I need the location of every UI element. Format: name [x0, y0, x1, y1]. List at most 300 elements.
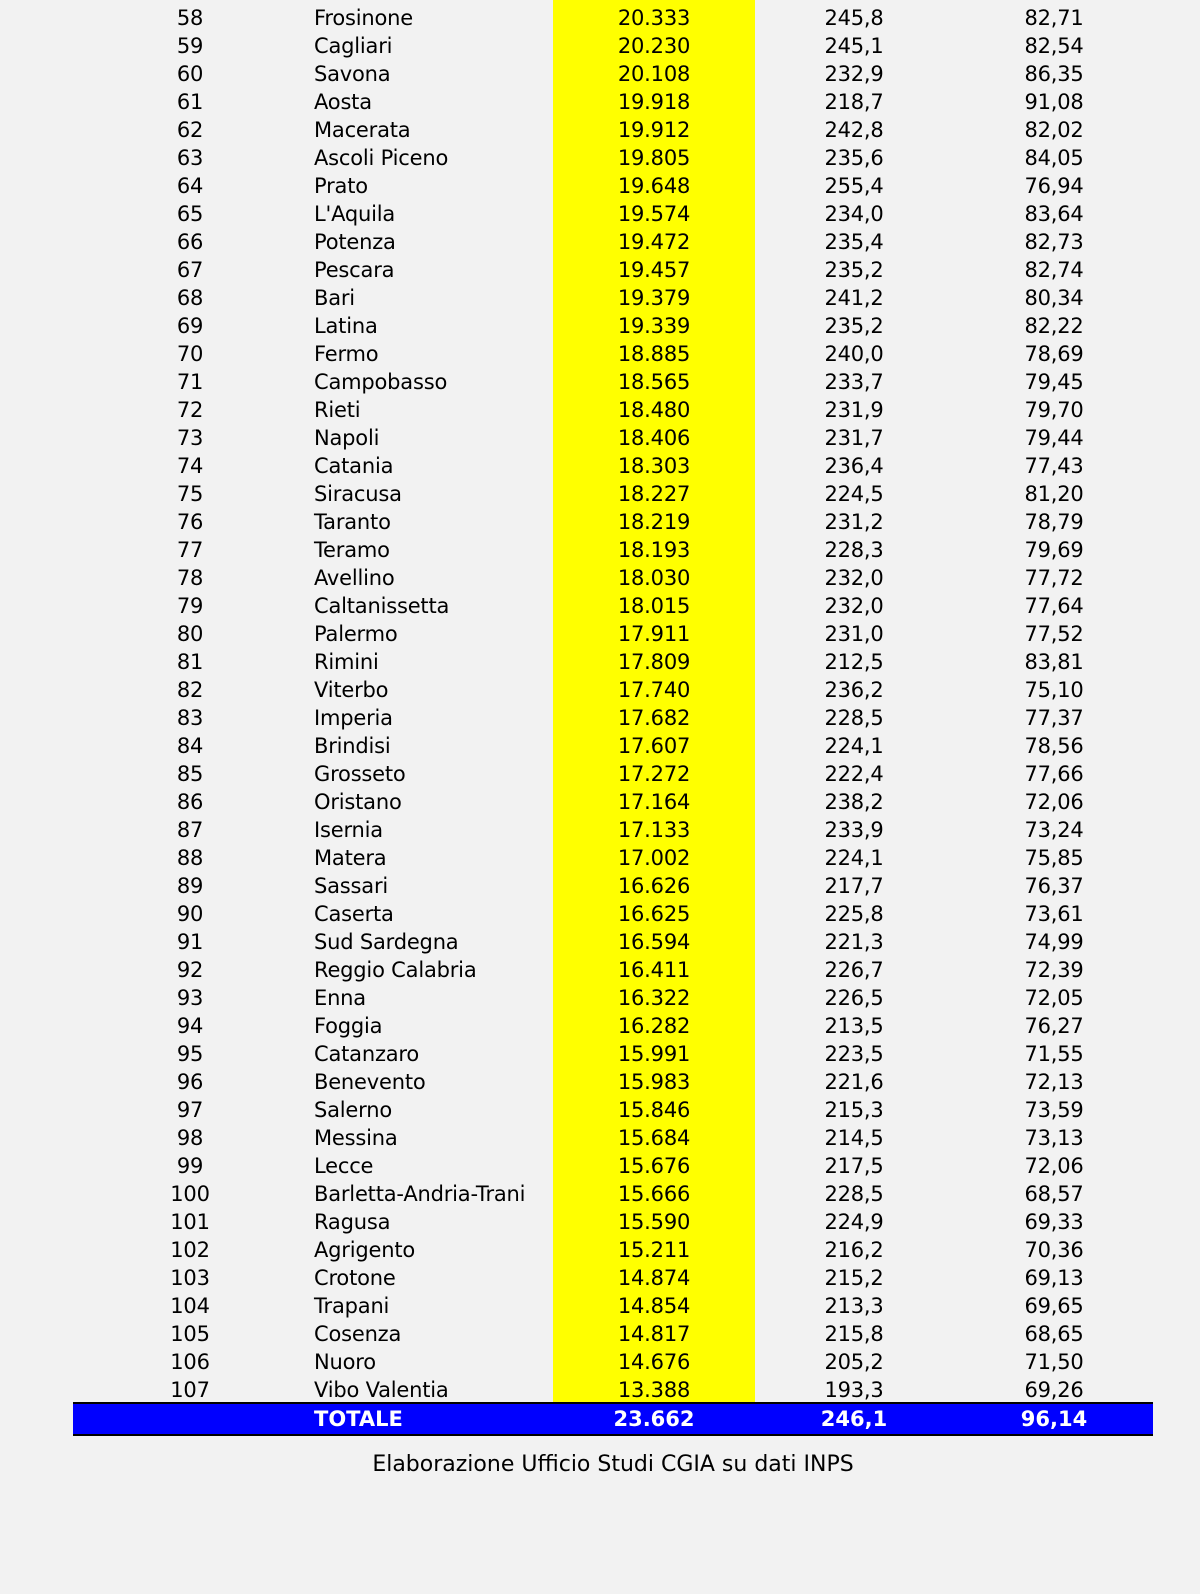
- table-row: [0, 144, 1200, 172]
- province-cell: Sud Sardegna: [314, 930, 459, 954]
- table-row: [0, 1180, 1200, 1208]
- province-cell: Aosta: [314, 90, 372, 114]
- pct-cell: 223,5: [824, 1042, 884, 1066]
- pct-cell: 245,1: [824, 34, 884, 58]
- table-row: [0, 60, 1200, 88]
- value-cell: 19.648: [617, 174, 691, 198]
- index-cell: 82,02: [1024, 118, 1084, 142]
- value-cell: 18.015: [617, 594, 691, 618]
- rank-cell: 65: [176, 202, 204, 226]
- pct-cell: 212,5: [824, 650, 884, 674]
- rank-cell: 87: [176, 818, 204, 842]
- value-cell: 18.406: [617, 426, 691, 450]
- rank-cell: 60: [176, 62, 204, 86]
- table-row: [0, 676, 1200, 704]
- table-row: [0, 984, 1200, 1012]
- value-cell: 13.388: [617, 1378, 691, 1402]
- index-cell: 82,71: [1024, 6, 1084, 30]
- province-cell: Trapani: [314, 1294, 390, 1318]
- value-cell: 15.846: [617, 1098, 691, 1122]
- index-cell: 73,59: [1024, 1098, 1084, 1122]
- table-row: [0, 956, 1200, 984]
- province-cell: Catanzaro: [314, 1042, 420, 1066]
- table-row: [0, 32, 1200, 60]
- table-row: [0, 1040, 1200, 1068]
- province-cell: Potenza: [314, 230, 396, 254]
- index-cell: 72,39: [1024, 958, 1084, 982]
- pct-cell: 240,0: [824, 342, 884, 366]
- index-cell: 76,94: [1024, 174, 1084, 198]
- province-cell: Sassari: [314, 874, 389, 898]
- province-cell: Brindisi: [314, 734, 391, 758]
- table-row: [0, 452, 1200, 480]
- province-cell: Isernia: [314, 818, 383, 842]
- rank-cell: 96: [176, 1070, 204, 1094]
- index-cell: 77,52: [1024, 622, 1084, 646]
- pct-cell: 245,8: [824, 6, 884, 30]
- value-cell: 17.133: [617, 818, 691, 842]
- value-cell: 17.740: [617, 678, 691, 702]
- value-cell: 18.303: [617, 454, 691, 478]
- province-cell: Cagliari: [314, 34, 393, 58]
- total-index: 96,14: [1020, 1407, 1088, 1431]
- table-row: [0, 648, 1200, 676]
- pct-cell: 241,2: [824, 286, 884, 310]
- table-row: [0, 340, 1200, 368]
- rank-cell: 64: [176, 174, 204, 198]
- pct-cell: 215,3: [824, 1098, 884, 1122]
- index-cell: 73,61: [1024, 902, 1084, 926]
- table-row: [0, 704, 1200, 732]
- rank-cell: 78: [176, 566, 204, 590]
- pct-cell: 228,3: [824, 538, 884, 562]
- rank-cell: 77: [176, 538, 204, 562]
- province-cell: Grosseto: [314, 762, 406, 786]
- rank-cell: 70: [176, 342, 204, 366]
- province-cell: Cosenza: [314, 1322, 402, 1346]
- table-row: [0, 536, 1200, 564]
- province-cell: Oristano: [314, 790, 402, 814]
- index-cell: 75,85: [1024, 846, 1084, 870]
- rank-cell: 95: [176, 1042, 204, 1066]
- table-row: [0, 312, 1200, 340]
- province-cell: Lecce: [314, 1154, 374, 1178]
- table-row: [0, 732, 1200, 760]
- ranking-table: [0, 4, 1200, 1404]
- value-cell: 17.911: [617, 622, 691, 646]
- pct-cell: 232,0: [824, 594, 884, 618]
- pct-cell: 215,8: [824, 1322, 884, 1346]
- rank-cell: 97: [176, 1098, 204, 1122]
- table-row: [0, 1348, 1200, 1376]
- rank-cell: 89: [176, 874, 204, 898]
- table-row: [0, 88, 1200, 116]
- index-cell: 76,27: [1024, 1014, 1084, 1038]
- province-cell: Prato: [314, 174, 368, 198]
- table-row: [0, 368, 1200, 396]
- rank-cell: 98: [176, 1126, 204, 1150]
- province-cell: Nuoro: [314, 1350, 376, 1374]
- pct-cell: 193,3: [824, 1378, 884, 1402]
- value-cell: 15.666: [617, 1182, 691, 1206]
- value-cell: 14.854: [617, 1294, 691, 1318]
- index-cell: 78,79: [1024, 510, 1084, 534]
- pct-cell: 226,7: [824, 958, 884, 982]
- index-cell: 69,13: [1024, 1266, 1084, 1290]
- value-cell: 18.480: [617, 398, 691, 422]
- index-cell: 72,05: [1024, 986, 1084, 1010]
- rank-cell: 61: [176, 90, 204, 114]
- value-cell: 14.817: [617, 1322, 691, 1346]
- pct-cell: 225,8: [824, 902, 884, 926]
- pct-cell: 255,4: [824, 174, 884, 198]
- pct-cell: 213,5: [824, 1014, 884, 1038]
- index-cell: 70,36: [1024, 1238, 1084, 1262]
- value-cell: 15.590: [617, 1210, 691, 1234]
- table-row: [0, 228, 1200, 256]
- rank-cell: 71: [176, 370, 204, 394]
- value-cell: 18.219: [617, 510, 691, 534]
- total-pct: 246,1: [820, 1407, 888, 1431]
- index-cell: 69,33: [1024, 1210, 1084, 1234]
- province-cell: Benevento: [314, 1070, 426, 1094]
- rank-cell: 100: [170, 1182, 210, 1206]
- rank-cell: 79: [176, 594, 204, 618]
- value-cell: 18.565: [617, 370, 691, 394]
- pct-cell: 214,5: [824, 1126, 884, 1150]
- pct-cell: 221,3: [824, 930, 884, 954]
- rank-cell: 67: [176, 258, 204, 282]
- index-cell: 74,99: [1024, 930, 1084, 954]
- rank-cell: 105: [170, 1322, 210, 1346]
- table-row: [0, 1096, 1200, 1124]
- pct-cell: 228,5: [824, 706, 884, 730]
- value-cell: 17.164: [617, 790, 691, 814]
- province-cell: Barletta-Andria-Trani: [314, 1182, 526, 1206]
- rank-cell: 86: [176, 790, 204, 814]
- pct-cell: 228,5: [824, 1182, 884, 1206]
- province-cell: Taranto: [314, 510, 391, 534]
- value-cell: 19.379: [617, 286, 691, 310]
- pct-cell: 232,0: [824, 566, 884, 590]
- index-cell: 72,06: [1024, 790, 1084, 814]
- pct-cell: 226,5: [824, 986, 884, 1010]
- table-row: [0, 760, 1200, 788]
- table-row: [0, 620, 1200, 648]
- province-cell: Reggio Calabria: [314, 958, 477, 982]
- province-cell: Messina: [314, 1126, 398, 1150]
- table-row: [0, 396, 1200, 424]
- rank-cell: 82: [176, 678, 204, 702]
- value-cell: 14.676: [617, 1350, 691, 1374]
- total-row: [73, 1402, 1153, 1436]
- rank-cell: 83: [176, 706, 204, 730]
- province-cell: Ragusa: [314, 1210, 391, 1234]
- province-cell: L'Aquila: [314, 202, 396, 226]
- index-cell: 73,13: [1024, 1126, 1084, 1150]
- table-row: [0, 508, 1200, 536]
- rank-cell: 90: [176, 902, 204, 926]
- rank-cell: 80: [176, 622, 204, 646]
- index-cell: 79,70: [1024, 398, 1084, 422]
- province-cell: Fermo: [314, 342, 379, 366]
- rank-cell: 74: [176, 454, 204, 478]
- total-value: 23.662: [613, 1407, 695, 1431]
- value-cell: 15.211: [617, 1238, 691, 1262]
- table-row: [0, 872, 1200, 900]
- pct-cell: 231,7: [824, 426, 884, 450]
- value-cell: 16.626: [617, 874, 691, 898]
- index-cell: 71,55: [1024, 1042, 1084, 1066]
- province-cell: Enna: [314, 986, 366, 1010]
- index-cell: 76,37: [1024, 874, 1084, 898]
- index-cell: 81,20: [1024, 482, 1084, 506]
- rank-cell: 66: [176, 230, 204, 254]
- index-cell: 72,06: [1024, 1154, 1084, 1178]
- rank-cell: 85: [176, 762, 204, 786]
- table-row: [0, 844, 1200, 872]
- rank-cell: 73: [176, 426, 204, 450]
- table-row: [0, 592, 1200, 620]
- rank-cell: 59: [176, 34, 204, 58]
- index-cell: 71,50: [1024, 1350, 1084, 1374]
- value-cell: 17.002: [617, 846, 691, 870]
- index-cell: 82,54: [1024, 34, 1084, 58]
- index-cell: 69,65: [1024, 1294, 1084, 1318]
- province-cell: Vibo Valentia: [314, 1378, 449, 1402]
- pct-cell: 235,2: [824, 258, 884, 282]
- value-cell: 19.457: [617, 258, 691, 282]
- index-cell: 77,43: [1024, 454, 1084, 478]
- value-cell: 17.809: [617, 650, 691, 674]
- index-cell: 84,05: [1024, 146, 1084, 170]
- value-cell: 16.411: [617, 958, 691, 982]
- table-row: [0, 788, 1200, 816]
- value-cell: 17.272: [617, 762, 691, 786]
- province-cell: Ascoli Piceno: [314, 146, 449, 170]
- table-row: [0, 480, 1200, 508]
- province-cell: Avellino: [314, 566, 395, 590]
- table-row: [0, 172, 1200, 200]
- table-row: [0, 1208, 1200, 1236]
- value-cell: 15.983: [617, 1070, 691, 1094]
- rank-cell: 107: [170, 1378, 210, 1402]
- rank-cell: 63: [176, 146, 204, 170]
- pct-cell: 216,2: [824, 1238, 884, 1262]
- table-row: [0, 900, 1200, 928]
- value-cell: 19.918: [617, 90, 691, 114]
- index-cell: 82,74: [1024, 258, 1084, 282]
- pct-cell: 235,6: [824, 146, 884, 170]
- table-row: [0, 1376, 1200, 1404]
- pct-cell: 235,2: [824, 314, 884, 338]
- index-cell: 77,66: [1024, 762, 1084, 786]
- rank-cell: 99: [176, 1154, 204, 1178]
- value-cell: 16.322: [617, 986, 691, 1010]
- index-cell: 72,13: [1024, 1070, 1084, 1094]
- province-cell: Salerno: [314, 1098, 392, 1122]
- table-row: [0, 564, 1200, 592]
- pct-cell: 215,2: [824, 1266, 884, 1290]
- pct-cell: 224,9: [824, 1210, 884, 1234]
- index-cell: 79,45: [1024, 370, 1084, 394]
- province-cell: Napoli: [314, 426, 380, 450]
- index-cell: 77,72: [1024, 566, 1084, 590]
- table-row: [0, 1012, 1200, 1040]
- pct-cell: 236,4: [824, 454, 884, 478]
- value-cell: 14.874: [617, 1266, 691, 1290]
- value-cell: 20.230: [617, 34, 691, 58]
- province-cell: Viterbo: [314, 678, 389, 702]
- rank-cell: 76: [176, 510, 204, 534]
- table-row: [0, 928, 1200, 956]
- pct-cell: 222,4: [824, 762, 884, 786]
- value-cell: 18.030: [617, 566, 691, 590]
- rank-cell: 72: [176, 398, 204, 422]
- province-cell: Bari: [314, 286, 355, 310]
- table-row: [0, 256, 1200, 284]
- pct-cell: 238,2: [824, 790, 884, 814]
- province-cell: Frosinone: [314, 6, 413, 30]
- pct-cell: 217,7: [824, 874, 884, 898]
- province-cell: Rimini: [314, 650, 379, 674]
- pct-cell: 234,0: [824, 202, 884, 226]
- rank-cell: 101: [170, 1210, 210, 1234]
- index-cell: 80,34: [1024, 286, 1084, 310]
- index-cell: 77,64: [1024, 594, 1084, 618]
- rank-cell: 62: [176, 118, 204, 142]
- rank-cell: 102: [170, 1238, 210, 1262]
- index-cell: 91,08: [1024, 90, 1084, 114]
- table-row: [0, 200, 1200, 228]
- index-cell: 82,22: [1024, 314, 1084, 338]
- table-row: [0, 284, 1200, 312]
- pct-cell: 232,9: [824, 62, 884, 86]
- index-cell: 78,69: [1024, 342, 1084, 366]
- pct-cell: 231,0: [824, 622, 884, 646]
- province-cell: Pescara: [314, 258, 395, 282]
- table-row: [0, 1124, 1200, 1152]
- rank-cell: 93: [176, 986, 204, 1010]
- province-cell: Agrigento: [314, 1238, 416, 1262]
- rank-cell: 104: [170, 1294, 210, 1318]
- province-cell: Campobasso: [314, 370, 448, 394]
- table-row: [0, 1292, 1200, 1320]
- province-cell: Rieti: [314, 398, 361, 422]
- table-row: [0, 1068, 1200, 1096]
- rank-cell: 68: [176, 286, 204, 310]
- value-cell: 18.193: [617, 538, 691, 562]
- index-cell: 78,56: [1024, 734, 1084, 758]
- index-cell: 86,35: [1024, 62, 1084, 86]
- value-cell: 16.282: [617, 1014, 691, 1038]
- index-cell: 68,65: [1024, 1322, 1084, 1346]
- province-cell: Siracusa: [314, 482, 402, 506]
- rank-cell: 58: [176, 6, 204, 30]
- pct-cell: 221,6: [824, 1070, 884, 1094]
- province-cell: Matera: [314, 846, 387, 870]
- index-cell: 73,24: [1024, 818, 1084, 842]
- province-cell: Caserta: [314, 902, 394, 926]
- index-cell: 75,10: [1024, 678, 1084, 702]
- province-cell: Latina: [314, 314, 378, 338]
- pct-cell: 231,2: [824, 510, 884, 534]
- pct-cell: 236,2: [824, 678, 884, 702]
- value-cell: 19.912: [617, 118, 691, 142]
- table-row: [0, 1152, 1200, 1180]
- pct-cell: 235,4: [824, 230, 884, 254]
- index-cell: 83,81: [1024, 650, 1084, 674]
- value-cell: 17.682: [617, 706, 691, 730]
- table-row: [0, 816, 1200, 844]
- rank-cell: 75: [176, 482, 204, 506]
- rank-cell: 81: [176, 650, 204, 674]
- province-cell: Macerata: [314, 118, 411, 142]
- table-row: [0, 116, 1200, 144]
- rank-cell: 103: [170, 1266, 210, 1290]
- value-cell: 19.339: [617, 314, 691, 338]
- value-cell: 20.108: [617, 62, 691, 86]
- pct-cell: 218,7: [824, 90, 884, 114]
- table-row: [0, 1264, 1200, 1292]
- index-cell: 82,73: [1024, 230, 1084, 254]
- province-cell: Teramo: [314, 538, 390, 562]
- pct-cell: 205,2: [824, 1350, 884, 1374]
- value-cell: 19.472: [617, 230, 691, 254]
- value-cell: 15.676: [617, 1154, 691, 1178]
- pct-cell: 224,5: [824, 482, 884, 506]
- table-row: [0, 424, 1200, 452]
- province-cell: Catania: [314, 454, 394, 478]
- rank-cell: 91: [176, 930, 204, 954]
- value-cell: 15.991: [617, 1042, 691, 1066]
- pct-cell: 233,7: [824, 370, 884, 394]
- value-cell: 15.684: [617, 1126, 691, 1150]
- pct-cell: 224,1: [824, 734, 884, 758]
- value-cell: 18.885: [617, 342, 691, 366]
- pct-cell: 213,3: [824, 1294, 884, 1318]
- province-cell: Imperia: [314, 706, 393, 730]
- source-note: Elaborazione Ufficio Studi CGIA su dati INPS: [372, 1452, 854, 1477]
- value-cell: 16.594: [617, 930, 691, 954]
- rank-cell: 84: [176, 734, 204, 758]
- index-cell: 79,44: [1024, 426, 1084, 450]
- value-cell: 19.574: [617, 202, 691, 226]
- rank-cell: 92: [176, 958, 204, 982]
- table-row: [0, 4, 1200, 32]
- pct-cell: 224,1: [824, 846, 884, 870]
- province-cell: Caltanissetta: [314, 594, 450, 618]
- index-cell: 83,64: [1024, 202, 1084, 226]
- table-row: [0, 1236, 1200, 1264]
- rank-cell: 88: [176, 846, 204, 870]
- province-cell: Foggia: [314, 1014, 383, 1038]
- value-cell: 20.333: [617, 6, 691, 30]
- value-cell: 17.607: [617, 734, 691, 758]
- rank-cell: 106: [170, 1350, 210, 1374]
- province-cell: Crotone: [314, 1266, 396, 1290]
- rank-cell: 94: [176, 1014, 204, 1038]
- pct-cell: 242,8: [824, 118, 884, 142]
- value-cell: 16.625: [617, 902, 691, 926]
- value-cell: 18.227: [617, 482, 691, 506]
- pct-cell: 217,5: [824, 1154, 884, 1178]
- table-row: [0, 1320, 1200, 1348]
- index-cell: 68,57: [1024, 1182, 1084, 1206]
- value-cell: 19.805: [617, 146, 691, 170]
- total-label: TOTALE: [314, 1407, 403, 1431]
- pct-cell: 231,9: [824, 398, 884, 422]
